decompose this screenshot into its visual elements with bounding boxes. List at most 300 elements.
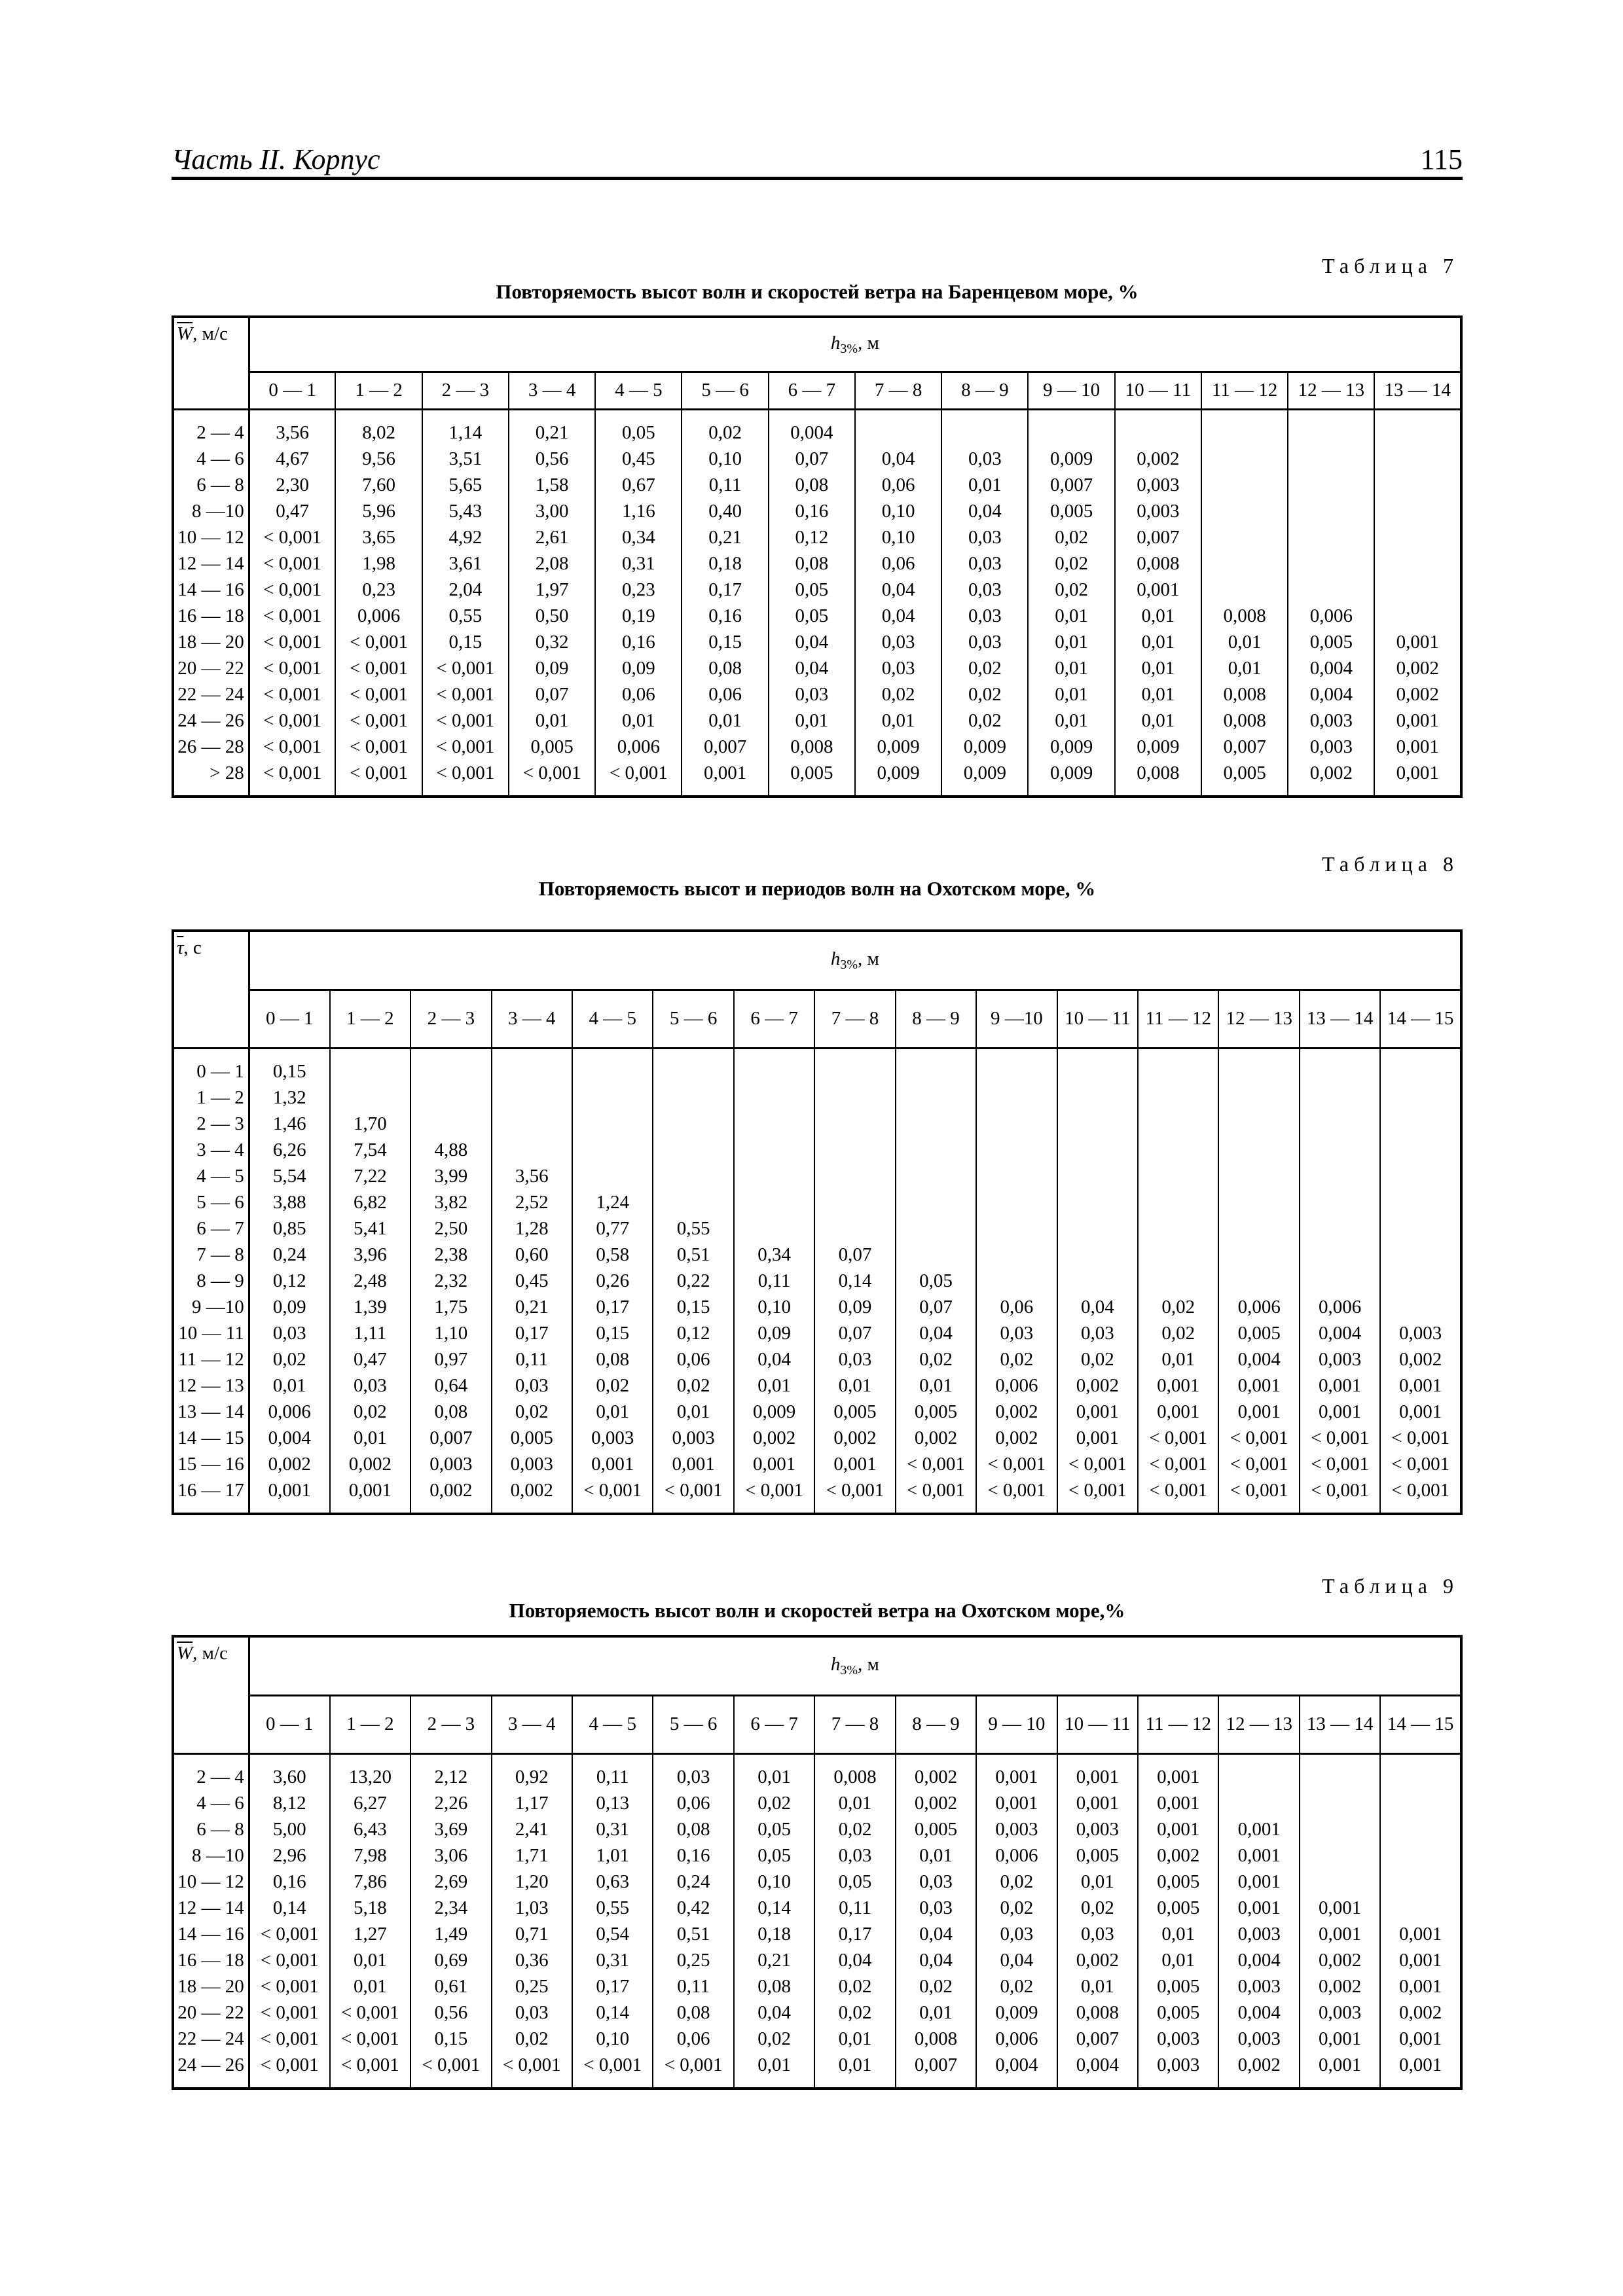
- table-cell: [734, 1215, 814, 1242]
- table-cell: 0,01: [330, 1947, 410, 1973]
- table-cell: 0,002: [1288, 760, 1374, 797]
- stub-symbol: $\overline{\tau}$: [177, 937, 184, 958]
- table-cell: 3,99: [410, 1163, 491, 1189]
- table-cell: 4,67: [249, 446, 335, 472]
- row-label: 2 — 4: [173, 410, 249, 446]
- row-label: 12 — 13: [173, 1372, 249, 1399]
- table-cell: 1,32: [249, 1085, 329, 1111]
- table-cell: 0,04: [769, 655, 855, 681]
- table-cell: < 0,001: [1218, 1425, 1299, 1451]
- table-row: [173, 1921, 1461, 1947]
- table-cell: [1138, 1189, 1218, 1215]
- table-row: [173, 472, 1461, 498]
- table-cell: 1,01: [572, 1842, 653, 1869]
- table-row: [173, 1451, 1461, 1477]
- row-label: 16 — 18: [173, 1947, 249, 1973]
- table-cell: 0,001: [1380, 1973, 1461, 2000]
- table-row: [173, 1790, 1461, 1816]
- table-cell: 0,009: [855, 760, 941, 797]
- table-cell: 0,003: [1300, 1346, 1380, 1372]
- row-label: 20 — 22: [173, 655, 249, 681]
- table-cell: [1138, 1137, 1218, 1163]
- table-cell: < 0,001: [249, 681, 335, 708]
- column-header: 4 — 5: [572, 990, 653, 1049]
- table-cell: 3,06: [410, 1842, 491, 1869]
- table-cell: 0,01: [653, 1399, 733, 1425]
- table-cell: [492, 1049, 572, 1085]
- table-cell: < 0,001: [1300, 1451, 1380, 1477]
- table-cell: [734, 1137, 814, 1163]
- table-cell: < 0,001: [422, 681, 509, 708]
- table-cell: 0,47: [330, 1346, 410, 1372]
- table-cell: 0,005: [1138, 1895, 1218, 1921]
- table-cell: [1300, 1137, 1380, 1163]
- table-cell: 0,009: [1028, 734, 1114, 760]
- table-cell: 9,56: [335, 446, 422, 472]
- table-cell: [734, 1085, 814, 1111]
- table-cell: 0,005: [1288, 629, 1374, 655]
- table-row: [173, 1189, 1461, 1215]
- column-header: 9 — 10: [1028, 372, 1114, 409]
- table-cell: 6,43: [330, 1816, 410, 1842]
- table-cell: 7,22: [330, 1163, 410, 1189]
- table-cell: [1300, 1189, 1380, 1215]
- table-cell: 0,002: [976, 1425, 1057, 1451]
- table-cell: < 0,001: [492, 2052, 572, 2089]
- table-cell: 13,20: [330, 1754, 410, 1791]
- table-cell: 0,02: [492, 2026, 572, 2052]
- table-cell: 0,97: [410, 1346, 491, 1372]
- table-row: [173, 410, 1461, 446]
- table-cell: 0,006: [1288, 603, 1374, 629]
- table-cell: < 0,001: [976, 1451, 1057, 1477]
- table-cell: 0,21: [734, 1947, 814, 1973]
- table-cell: 0,05: [734, 1816, 814, 1842]
- table-cell: 2,04: [422, 577, 509, 603]
- table-cell: [1218, 1189, 1299, 1215]
- table-row: [173, 1869, 1461, 1895]
- table-cell: 0,01: [1115, 629, 1201, 655]
- table-cell: 1,24: [572, 1189, 653, 1215]
- table-cell: 0,005: [1028, 498, 1114, 524]
- table-7-title: Повторяемость высот волн и скоростей ветра на Баренцевом море, %: [496, 280, 1139, 303]
- table-cell: [1380, 1049, 1461, 1085]
- table-cell: [1380, 1895, 1461, 1921]
- table-cell: 0,001: [1380, 1947, 1461, 1973]
- table-cell: 2,69: [410, 1869, 491, 1895]
- table-cell: 0,51: [653, 1242, 733, 1268]
- table-cell: [814, 1137, 895, 1163]
- table-cell: 0,47: [249, 498, 335, 524]
- table-cell: < 0,001: [509, 760, 595, 797]
- table-cell: [1300, 1869, 1380, 1895]
- table-cell: 0,001: [1380, 2052, 1461, 2089]
- table-cell: 0,23: [335, 577, 422, 603]
- table-cell: 0,01: [941, 472, 1028, 498]
- stub-unit: , м/с: [192, 323, 228, 344]
- table-cell: 5,41: [330, 1215, 410, 1242]
- table-cell: 0,006: [976, 1372, 1057, 1399]
- table-cell: 0,01: [682, 708, 768, 734]
- table-cell: 0,001: [1380, 1921, 1461, 1947]
- table-cell: [814, 1111, 895, 1137]
- table-cell: 2,50: [410, 1215, 491, 1242]
- table-cell: [1374, 550, 1461, 577]
- row-label: 26 — 28: [173, 734, 249, 760]
- table-cell: 0,003: [653, 1425, 733, 1451]
- table-cell: 2,30: [249, 472, 335, 498]
- row-label: 16 — 18: [173, 603, 249, 629]
- table-cell: 0,003: [1380, 1320, 1461, 1346]
- table-cell: 0,06: [855, 550, 941, 577]
- table-cell: 0,005: [1218, 1320, 1299, 1346]
- table-cell: 0,005: [1138, 2000, 1218, 2026]
- table-cell: 3,56: [492, 1163, 572, 1189]
- table-cell: 0,004: [1218, 2000, 1299, 2026]
- table-cell: 0,12: [769, 524, 855, 550]
- table-cell: 0,008: [1201, 681, 1288, 708]
- row-label: 6 — 8: [173, 1816, 249, 1842]
- table-cell: 6,82: [330, 1189, 410, 1215]
- table-cell: 0,03: [1057, 1921, 1138, 1947]
- table-cell: 2,38: [410, 1242, 491, 1268]
- table-cell: 0,001: [1300, 1399, 1380, 1425]
- table-cell: 0,002: [1380, 1346, 1461, 1372]
- table-cell: 0,008: [1201, 603, 1288, 629]
- table-cell: 0,07: [509, 681, 595, 708]
- table-cell: 0,002: [1057, 1372, 1138, 1399]
- table-cell: 0,005: [1138, 1973, 1218, 2000]
- table-cell: 0,004: [1288, 681, 1374, 708]
- table-cell: 1,20: [492, 1869, 572, 1895]
- table-cell: 0,001: [1380, 2026, 1461, 2052]
- table-cell: [1218, 1790, 1299, 1816]
- table-cell: 0,002: [1057, 1947, 1138, 1973]
- table-cell: < 0,001: [249, 2026, 329, 2052]
- table-cell: 0,001: [1057, 1399, 1138, 1425]
- table-cell: < 0,001: [1138, 1477, 1218, 1514]
- table-cell: 0,02: [572, 1372, 653, 1399]
- table-cell: 0,02: [1057, 1895, 1138, 1921]
- table-cell: 1,98: [335, 550, 422, 577]
- table-cell: [1288, 550, 1374, 577]
- table-cell: 0,01: [1057, 1869, 1138, 1895]
- row-label: 8 —10: [173, 498, 249, 524]
- table-cell: < 0,001: [734, 1477, 814, 1514]
- table-cell: 0,03: [941, 550, 1028, 577]
- table-cell: 0,003: [1288, 734, 1374, 760]
- row-label: 3 — 4: [173, 1137, 249, 1163]
- table-cell: 6,27: [330, 1790, 410, 1816]
- table-cell: 0,25: [653, 1947, 733, 1973]
- table-cell: 0,03: [896, 1895, 976, 1921]
- table-cell: 0,004: [769, 410, 855, 446]
- table-cell: 0,002: [330, 1451, 410, 1477]
- table-cell: < 0,001: [653, 1477, 733, 1514]
- table-cell: 0,32: [509, 629, 595, 655]
- h-symbol: h: [830, 948, 841, 969]
- table-cell: < 0,001: [335, 655, 422, 681]
- table-cell: 2,41: [492, 1816, 572, 1842]
- table-cell: 0,02: [249, 1346, 329, 1372]
- stub-header: [173, 317, 249, 410]
- table-cell: 0,51: [653, 1921, 733, 1947]
- table-cell: 0,003: [1115, 498, 1201, 524]
- table-cell: 0,03: [976, 1320, 1057, 1346]
- table-row: [173, 760, 1461, 797]
- table-cell: 0,03: [769, 681, 855, 708]
- table-cell: 0,03: [941, 629, 1028, 655]
- row-label: 4 — 5: [173, 1163, 249, 1189]
- table-cell: 0,01: [595, 708, 682, 734]
- table-cell: 0,04: [896, 1921, 976, 1947]
- height-group-header: [249, 1636, 1461, 1695]
- column-header: 12 — 13: [1218, 1695, 1299, 1754]
- table-cell: 0,55: [653, 1215, 733, 1242]
- table-cell: 8,12: [249, 1790, 329, 1816]
- table-cell: 0,007: [410, 1425, 491, 1451]
- table-cell: < 0,001: [653, 2052, 733, 2089]
- table-cell: 0,24: [653, 1869, 733, 1895]
- table-cell: 0,004: [1057, 2052, 1138, 2089]
- table-cell: 0,009: [734, 1399, 814, 1425]
- table-cell: 0,001: [1218, 1842, 1299, 1869]
- table-cell: [814, 1163, 895, 1189]
- table-cell: [976, 1268, 1057, 1294]
- table-cell: 7,86: [330, 1869, 410, 1895]
- table-cell: [653, 1111, 733, 1137]
- table-cell: [1300, 1242, 1380, 1268]
- table-cell: 0,005: [492, 1425, 572, 1451]
- row-label: 20 — 22: [173, 2000, 249, 2026]
- table-cell: [1057, 1268, 1138, 1294]
- table-cell: 0,07: [814, 1320, 895, 1346]
- table-cell: [1201, 550, 1288, 577]
- table-cell: 0,005: [814, 1399, 895, 1425]
- table-cell: [1300, 1842, 1380, 1869]
- table-cell: < 0,001: [249, 524, 335, 550]
- table-cell: 0,003: [1288, 708, 1374, 734]
- table-cell: [896, 1137, 976, 1163]
- table-cell: [1374, 446, 1461, 472]
- table-cell: [653, 1189, 733, 1215]
- table-cell: 0,006: [249, 1399, 329, 1425]
- column-header: 4 — 5: [572, 1695, 653, 1754]
- row-label: 4 — 6: [173, 446, 249, 472]
- table-cell: 0,001: [1300, 1921, 1380, 1947]
- row-label: 2 — 4: [173, 1754, 249, 1791]
- table-cell: [410, 1111, 491, 1137]
- column-header: 6 — 7: [734, 990, 814, 1049]
- table-row: [173, 655, 1461, 681]
- table-cell: 0,11: [734, 1268, 814, 1294]
- table-cell: [572, 1085, 653, 1111]
- h-unit: , м: [858, 1653, 879, 1675]
- table-cell: 0,12: [249, 1268, 329, 1294]
- table-cell: < 0,001: [335, 629, 422, 655]
- column-header: 2 — 3: [410, 1695, 491, 1754]
- table-cell: < 0,001: [572, 1477, 653, 1514]
- table-cell: 0,01: [896, 1372, 976, 1399]
- table-cell: 0,31: [572, 1947, 653, 1973]
- table-cell: 0,14: [814, 1268, 895, 1294]
- table-cell: [572, 1163, 653, 1189]
- table-cell: 0,17: [572, 1973, 653, 2000]
- table-cell: 0,01: [249, 1372, 329, 1399]
- running-header-title: Часть II. Корпус: [172, 143, 380, 175]
- table-cell: 0,02: [941, 708, 1028, 734]
- column-header: 6 — 7: [769, 372, 855, 409]
- table-cell: 0,14: [734, 1895, 814, 1921]
- column-header: 11 — 12: [1138, 1695, 1218, 1754]
- table-cell: 0,004: [1218, 1947, 1299, 1973]
- table-cell: 4,88: [410, 1137, 491, 1163]
- table-cell: 0,14: [249, 1895, 329, 1921]
- table-cell: 0,001: [976, 1790, 1057, 1816]
- table-cell: 7,54: [330, 1137, 410, 1163]
- table-cell: [814, 1085, 895, 1111]
- row-label: 15 — 16: [173, 1451, 249, 1477]
- table-cell: [734, 1049, 814, 1085]
- table-cell: 0,03: [941, 603, 1028, 629]
- column-header: 11 — 12: [1138, 990, 1218, 1049]
- table-cell: [572, 1049, 653, 1085]
- table-cell: < 0,001: [249, 1973, 329, 2000]
- table-row: [173, 1268, 1461, 1294]
- row-label: 24 — 26: [173, 708, 249, 734]
- table-cell: [976, 1189, 1057, 1215]
- table-cell: [896, 1111, 976, 1137]
- table-cell: 0,08: [734, 1973, 814, 2000]
- table-cell: 0,06: [653, 2026, 733, 2052]
- table-cell: 0,04: [734, 1346, 814, 1372]
- table-cell: < 0,001: [335, 734, 422, 760]
- row-label: 24 — 26: [173, 2052, 249, 2089]
- stub-symbol: $\overline{W}$: [177, 1643, 193, 1664]
- table-cell: 0,71: [492, 1921, 572, 1947]
- column-header: 10 — 11: [1115, 372, 1201, 409]
- table-cell: 0,05: [595, 410, 682, 446]
- table-cell: 0,003: [1138, 2052, 1218, 2089]
- table-cell: 0,06: [653, 1346, 733, 1372]
- table-cell: 0,01: [1028, 681, 1114, 708]
- column-header: 1 — 2: [330, 1695, 410, 1754]
- table-cell: [492, 1085, 572, 1111]
- table-cell: 0,01: [1115, 655, 1201, 681]
- table-cell: 0,002: [814, 1425, 895, 1451]
- table-cell: < 0,001: [330, 2000, 410, 2026]
- table-cell: 0,001: [572, 1451, 653, 1477]
- table-row: [173, 1816, 1461, 1842]
- table-cell: < 0,001: [249, 1947, 329, 1973]
- table-row: [173, 629, 1461, 655]
- table-cell: < 0,001: [1380, 1451, 1461, 1477]
- table-cell: 1,58: [509, 472, 595, 498]
- table-cell: 0,04: [769, 629, 855, 655]
- table-cell: 1,46: [249, 1111, 329, 1137]
- table-cell: [1057, 1137, 1138, 1163]
- table-cell: 0,03: [814, 1346, 895, 1372]
- table-cell: 0,02: [976, 1973, 1057, 2000]
- table-row: [173, 1973, 1461, 2000]
- table-cell: 0,15: [653, 1294, 733, 1320]
- table-cell: 0,001: [330, 1477, 410, 1514]
- table-cell: 0,03: [941, 577, 1028, 603]
- table-cell: 0,45: [595, 446, 682, 472]
- table-cell: 0,55: [572, 1895, 653, 1921]
- table-cell: 3,65: [335, 524, 422, 550]
- table-9-caption: Таблица 9: [1322, 1574, 1459, 1598]
- table-cell: [1057, 1242, 1138, 1268]
- table-cell: 0,002: [896, 1754, 976, 1791]
- table-cell: 0,08: [653, 1816, 733, 1842]
- row-label: 14 — 16: [173, 1921, 249, 1947]
- table-cell: < 0,001: [814, 1477, 895, 1514]
- table-cell: 2,96: [249, 1842, 329, 1869]
- column-header: 5 — 6: [653, 990, 733, 1049]
- table-cell: 5,43: [422, 498, 509, 524]
- table-cell: [1380, 1242, 1461, 1268]
- table-cell: [1218, 1215, 1299, 1242]
- table-cell: 0,18: [734, 1921, 814, 1947]
- table-cell: 0,05: [769, 603, 855, 629]
- table-cell: < 0,001: [572, 2052, 653, 2089]
- table-cell: 0,002: [1380, 2000, 1461, 2026]
- row-label: 12 — 14: [173, 550, 249, 577]
- table-cell: < 0,001: [330, 2052, 410, 2089]
- table-cell: [410, 1049, 491, 1085]
- table-cell: [653, 1049, 733, 1085]
- table-cell: 0,02: [976, 1869, 1057, 1895]
- table-cell: [1057, 1215, 1138, 1242]
- table-cell: [1380, 1816, 1461, 1842]
- table-cell: < 0,001: [1380, 1425, 1461, 1451]
- table-cell: 0,001: [1300, 2026, 1380, 2052]
- table-cell: 0,004: [1218, 1346, 1299, 1372]
- table-cell: 0,04: [855, 446, 941, 472]
- row-label: 18 — 20: [173, 1973, 249, 2000]
- table-cell: 0,10: [855, 524, 941, 550]
- table-cell: 0,001: [1218, 1399, 1299, 1425]
- table-cell: 0,009: [941, 760, 1028, 797]
- table-cell: 0,006: [976, 2026, 1057, 2052]
- table-cell: 0,02: [814, 1816, 895, 1842]
- column-header: 10 — 11: [1057, 1695, 1138, 1754]
- table-cell: 0,55: [422, 603, 509, 629]
- table-cell: 0,007: [1201, 734, 1288, 760]
- table-cell: < 0,001: [249, 1921, 329, 1947]
- table-cell: 1,14: [422, 410, 509, 446]
- table-cell: [1380, 1790, 1461, 1816]
- table-cell: 1,10: [410, 1320, 491, 1346]
- table-cell: 0,008: [1057, 2000, 1138, 2026]
- table-cell: 0,02: [734, 1790, 814, 1816]
- table-cell: 0,15: [682, 629, 768, 655]
- stub-header: [173, 1636, 249, 1754]
- table-cell: 0,008: [814, 1754, 895, 1791]
- table-cell: < 0,001: [422, 760, 509, 797]
- height-group-header: [249, 317, 1461, 372]
- table-cell: 0,09: [509, 655, 595, 681]
- column-header: 9 — 10: [976, 1695, 1057, 1754]
- table-cell: 0,08: [769, 550, 855, 577]
- table-cell: 0,31: [572, 1816, 653, 1842]
- table-7: [172, 315, 1463, 798]
- table-cell: 0,01: [814, 2026, 895, 2052]
- table-cell: 0,009: [855, 734, 941, 760]
- table-cell: < 0,001: [335, 708, 422, 734]
- table-cell: < 0,001: [249, 734, 335, 760]
